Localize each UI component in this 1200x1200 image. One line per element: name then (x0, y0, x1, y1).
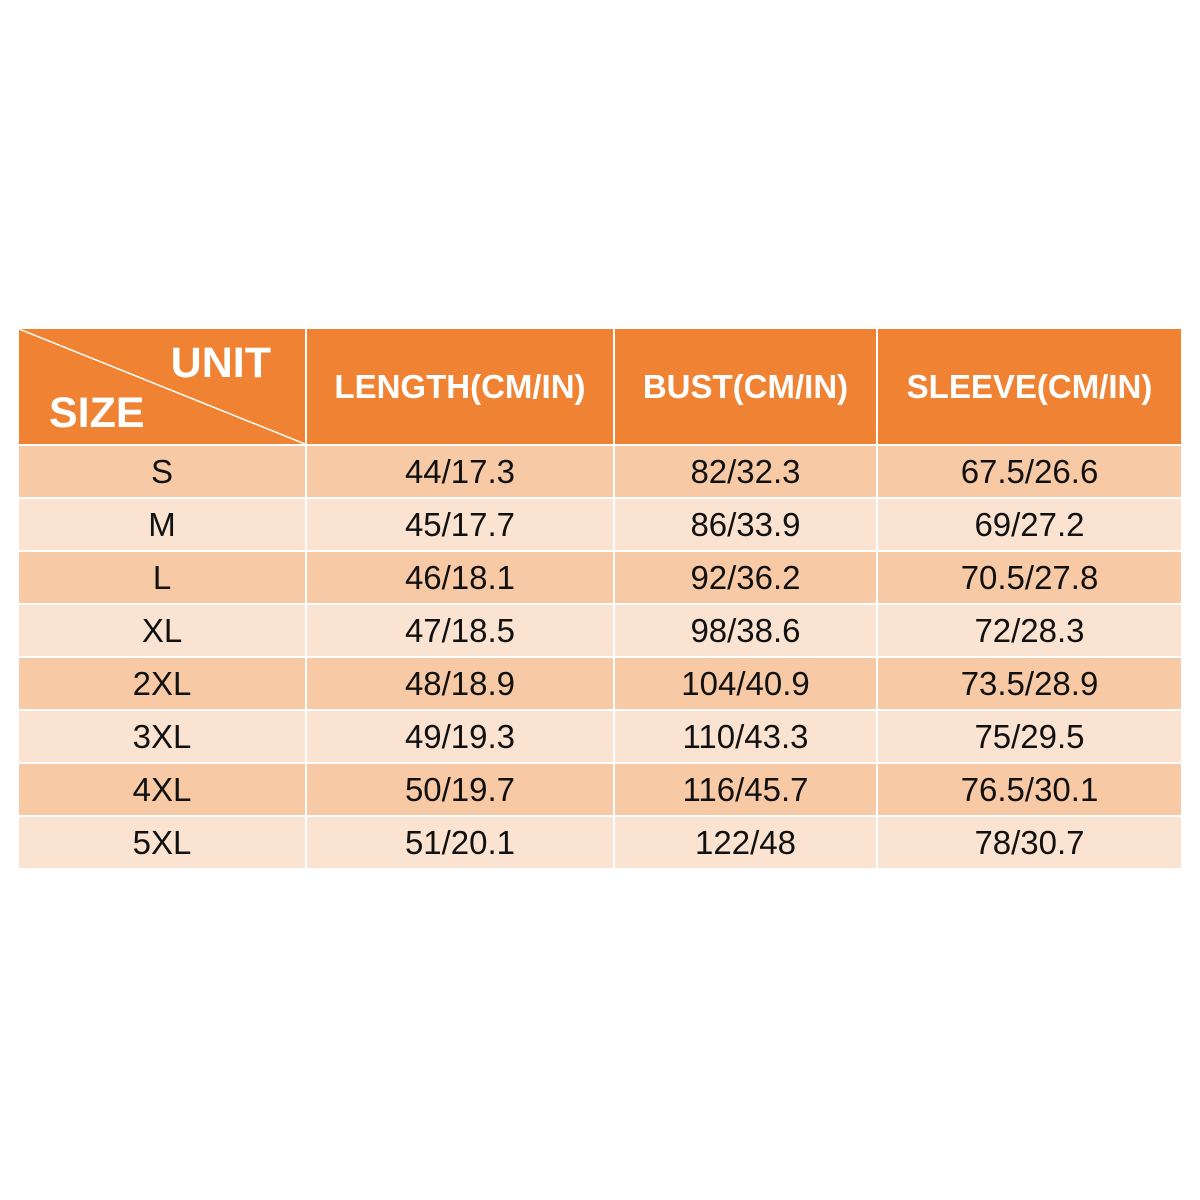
bust-cell: 110/43.3 (614, 710, 877, 763)
bust-cell: 82/32.3 (614, 445, 877, 498)
unit-label: UNIT (170, 339, 271, 387)
sleeve-cell: 76.5/30.1 (877, 763, 1181, 816)
table-row (19, 445, 1181, 498)
table-row (19, 816, 1181, 869)
length-cell: 48/18.9 (306, 657, 614, 710)
bust-cell: 98/38.6 (614, 604, 877, 657)
table-row (19, 657, 1181, 710)
length-cell: 51/20.1 (306, 816, 614, 869)
size-cell: 4XL (19, 763, 306, 816)
table-row (19, 604, 1181, 657)
header-bust: BUST(CM/IN) (614, 329, 877, 445)
length-cell: 50/19.7 (306, 763, 614, 816)
sleeve-cell: 73.5/28.9 (877, 657, 1181, 710)
header-sleeve: SLEEVE(CM/IN) (877, 329, 1181, 445)
table-header (19, 329, 1181, 445)
table-row (19, 498, 1181, 551)
corner-header-cell (19, 329, 306, 445)
length-cell: 49/19.3 (306, 710, 614, 763)
sleeve-cell: 72/28.3 (877, 604, 1181, 657)
length-cell: 45/17.7 (306, 498, 614, 551)
bust-cell: 92/36.2 (614, 551, 877, 604)
length-cell: 44/17.3 (306, 445, 614, 498)
size-cell: L (19, 551, 306, 604)
header-length: LENGTH(CM/IN) (306, 329, 614, 445)
table-body (19, 445, 1181, 869)
table-row (19, 551, 1181, 604)
sleeve-cell: 69/27.2 (877, 498, 1181, 551)
bust-cell: 116/45.7 (614, 763, 877, 816)
size-cell: 5XL (19, 816, 306, 869)
size-cell: XL (19, 604, 306, 657)
table-row (19, 763, 1181, 816)
sleeve-cell: 78/30.7 (877, 816, 1181, 869)
size-label: SIZE (49, 389, 145, 437)
size-cell: S (19, 445, 306, 498)
size-cell: 3XL (19, 710, 306, 763)
header-row (19, 329, 1181, 445)
size-chart-table (19, 329, 1181, 870)
size-cell: M (19, 498, 306, 551)
length-cell: 47/18.5 (306, 604, 614, 657)
bust-cell: 86/33.9 (614, 498, 877, 551)
bust-cell: 122/48 (614, 816, 877, 869)
length-cell: 46/18.1 (306, 551, 614, 604)
sleeve-cell: 70.5/27.8 (877, 551, 1181, 604)
table-row (19, 710, 1181, 763)
size-cell: 2XL (19, 657, 306, 710)
sleeve-cell: 67.5/26.6 (877, 445, 1181, 498)
bust-cell: 104/40.9 (614, 657, 877, 710)
sleeve-cell: 75/29.5 (877, 710, 1181, 763)
